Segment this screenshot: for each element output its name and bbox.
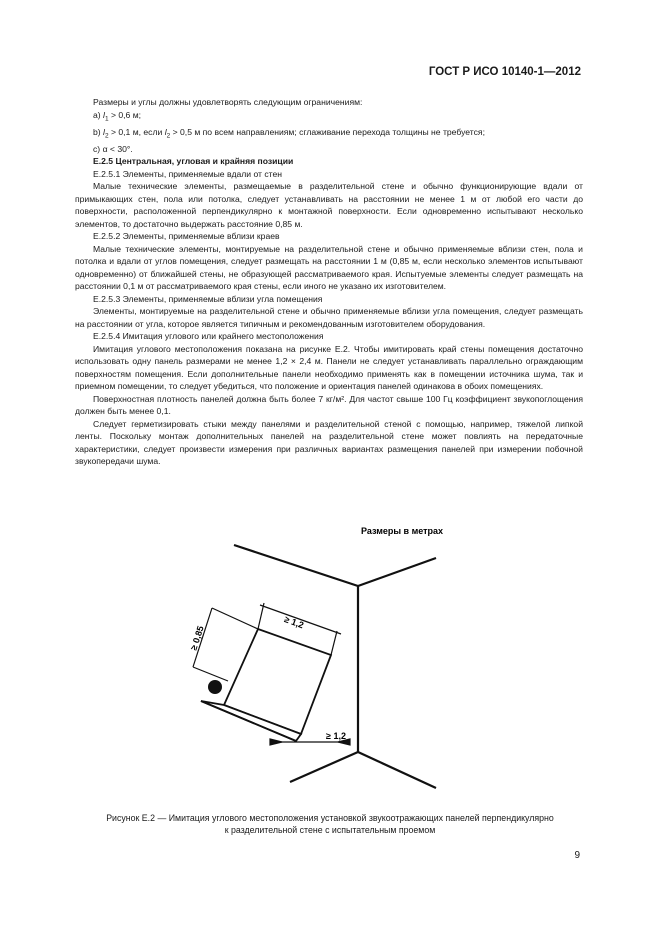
room-corner — [234, 545, 436, 788]
paragraph-e253: Элементы, монтируемые на разделительной стене и обычно применяемые вблизи угла помещения, следует размещать на расстоянии от угла, которое является типичным и рекомендованным изготовителем оборудования. — [75, 306, 583, 329]
heading-e253: Е.2.5.3 Элементы, применяемые вблизи угла помещения — [93, 293, 323, 304]
document-code: ГОСТ Р ИСО 10140-1—2012 — [428, 66, 581, 78]
ceiling-edge-left — [234, 545, 358, 586]
heading-e254: Е.2.5.4 Имитация углового или крайнего местоположения — [93, 331, 324, 342]
dim-label-bottom: ≥ 1,2 — [326, 731, 346, 741]
condition-b-label: b) — [93, 126, 101, 137]
condition-b-mid: > 0,1 м, если — [108, 126, 165, 137]
dim-ext-side-bottom — [193, 667, 228, 681]
caption-line-2: к разделительной стене с испытательным проемом — [224, 825, 436, 835]
condition-c-text: α < 30°. — [102, 143, 133, 154]
heading-e252: Е.2.5.2 Элементы, применяемые вблизи краев — [93, 231, 280, 242]
paragraph-seal: Следует герметизировать стыки между панелями и разделительной стеной с помощью, например, тяжелой липкой ленты. Поскольку монтаж дополнительных панелей на разделительной стене может повлиять на передаточные характеристики, следует произвести измерения при различных вариантах размещения панелей при измерении побочной звукопередачи шума. — [75, 418, 583, 467]
panel-base-front — [201, 701, 296, 741]
condition-b-var2: l — [164, 126, 167, 137]
dim-ext-top-right — [331, 631, 337, 655]
condition-b-sub2: 2 — [166, 132, 171, 140]
condition-a-var: l — [103, 109, 105, 120]
condition-a-label: а) — [93, 109, 101, 120]
sound-source-marker — [208, 680, 222, 694]
figure-e2 — [0, 515, 661, 805]
units-note: Размеры в метрах — [360, 526, 444, 536]
condition-a-text: > 0,6 м; — [108, 109, 142, 120]
dim-label-top: ≥ 1,2 — [282, 614, 306, 631]
dim-ext-side-top — [212, 608, 258, 629]
dim-label-side: ≥ 0,85 — [188, 624, 206, 652]
condition-b-var1: l — [103, 126, 105, 137]
floor-edge-left — [290, 752, 358, 782]
dim-ext-top-left — [258, 603, 264, 629]
condition-a-sub: 1 — [104, 115, 109, 123]
condition-a — [75, 109, 583, 126]
paragraph-density: Поверхностная плотность панелей должна быть более 7 кг/м². Для частот свыше 100 Гц коэффициент звукопоглощения должен быть менее 0,1. — [75, 393, 583, 417]
paragraph-e251: Малые технические элементы, размещаемые в разделительной стене и обычно функционирующие вдали от примыкающих стен, пола или потолка, следует устанавливать на расстоянии не менее 1 м от любой его части до поверхности, расположенной перпендикулярно к монтажной поверхности. Если одновременно испытывают несколько элементов, то достаточно выдержать расстояние 0,85 м. — [75, 181, 583, 229]
condition-c — [75, 143, 583, 156]
paragraph-e252: Малые технические элементы, монтируемые на разделительной стене и обычно применяемые вблизи стен, пола и потолка и вдали от углов помещения, следует размещать на расстоянии 1 м (0,85 м, если несколько элементов испытывают одновременно) от ближайшей стены, не образующей рассматриваемого края. Испытуемые элементы следует размещать на расстоянии 0,1 м от рассматриваемого края стены, если иного не указано их изготовителем. — [75, 243, 583, 292]
intro-paragraph: Размеры и углы должны удовлетворять следующим ограничениям: — [93, 97, 363, 107]
section-heading-e25: Е.2.5 Центральная, угловая и крайняя позиции — [93, 156, 294, 167]
condition-b-sub1: 2 — [104, 132, 109, 140]
condition-c-label: с) — [93, 143, 101, 154]
page-number: 9 — [574, 850, 580, 861]
paragraph-e254: Имитация углового местоположения показана на рисунке Е.2. Чтобы имитировать край стены помещения достаточно использовать одну панель размерами не менее 1,2 × 2,4 м. Панели не следует устанавливать параллельно ограждающим поверхностям помещения. Если дополнительные панели необходимо применять как в помещении источника шума, так и приемном помещении, то следует убедиться, что положение и ориентация панелей одинакова в обоих помещениях. — [75, 343, 583, 392]
figure-caption — [40, 812, 620, 836]
ceiling-edge-right — [358, 558, 436, 586]
body-text — [75, 96, 583, 468]
caption-line-1: Рисунок Е.2 — Имитация углового местоположения установкой звукоотражающих панелей перпендикулярно — [106, 813, 554, 823]
condition-b-text: > 0,5 м по всем направлениям; сглаживание перехода толщины не требуется; — [170, 126, 485, 137]
heading-e251: Е.2.5.1 Элементы, применяемые вдали от стен — [93, 168, 283, 179]
floor-edge-right — [358, 752, 436, 788]
condition-b — [75, 126, 583, 143]
dim-arrow-bottom-left — [270, 739, 282, 745]
